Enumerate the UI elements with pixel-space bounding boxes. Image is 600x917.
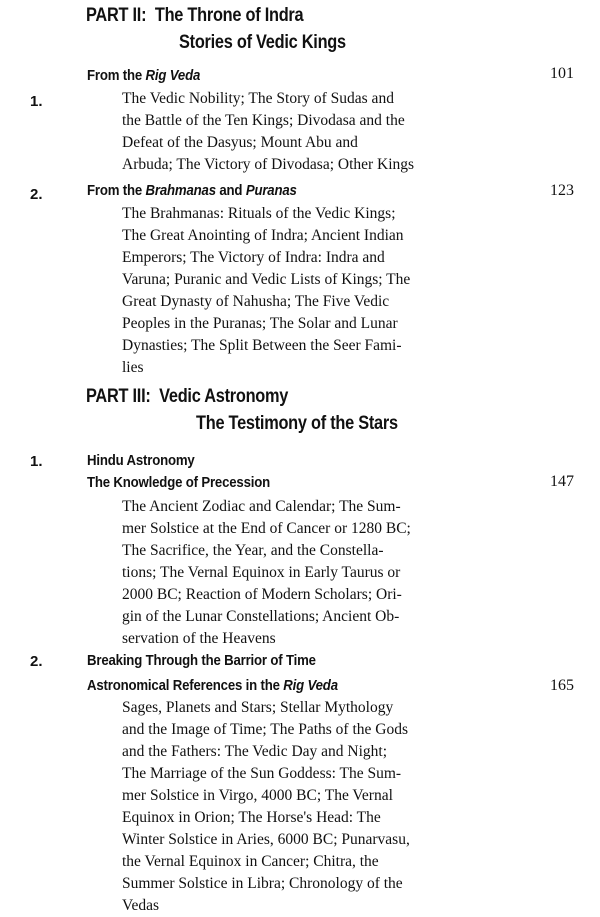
- description-line: the Vernal Equinox in Cancer; Chitra, the: [122, 853, 379, 870]
- chapter-page-number: 147: [550, 473, 574, 490]
- description-line: 2000 BC; Reaction of Modern Scholars; Ori-: [122, 586, 402, 603]
- chapter-number: 1.: [30, 453, 43, 470]
- description-line: Sages, Planets and Stars; Stellar Mythology: [122, 699, 394, 716]
- description-line: Equinox in Orion; The Horse's Head: The: [122, 809, 381, 826]
- part-2-title: The Throne of Indra: [154, 5, 304, 26]
- description-line: The Sacrifice, the Year, and the Constella-: [122, 542, 384, 559]
- description-line: lies: [122, 359, 144, 376]
- part-3-heading: [86, 385, 288, 409]
- chapter-title-emphasis: Brahmanas: [145, 182, 216, 199]
- chapter-title-emphasis: Rig Veda: [283, 677, 338, 694]
- chapter-title-line-2: [87, 676, 338, 696]
- chapter-page-number: 101: [550, 65, 574, 82]
- description-line: servation of the Heavens: [122, 630, 276, 647]
- description-line: mer Solstice in Virgo, 4000 BC; The Vernal: [122, 787, 393, 804]
- chapter-title-prefix: Astronomical References in the: [87, 677, 284, 694]
- description-line: tions; The Vernal Equinox in Early Taurus or: [122, 564, 401, 581]
- description-line: The Marriage of the Sun Goddess: The Sum-: [122, 765, 402, 782]
- description-line: Great Dynasty of Nahusha; The Five Vedic: [122, 293, 390, 310]
- description-line: Summer Solstice in Libra; Chronology of the: [122, 875, 403, 892]
- description-line: Varuna; Puranic and Vedic Lists of Kings; The: [122, 271, 411, 288]
- chapter-page-number: 123: [550, 182, 574, 199]
- description-line: Arbuda; The Victory of Divodasa; Other Kings: [122, 156, 415, 173]
- description-line: Emperors; The Victory of Indra: Indra and: [122, 249, 385, 266]
- chapter-title-emphasis-2: Puranas: [245, 182, 297, 199]
- description-line: The Brahmanas: Rituals of the Vedic Kings;: [122, 205, 396, 222]
- part-3-subtitle: The Testimony of the Stars: [196, 413, 398, 434]
- description-line: and the Fathers: The Vedic Day and Night;: [122, 743, 388, 760]
- description-line: The Ancient Zodiac and Calendar; The Sum-: [122, 498, 401, 515]
- description-line: and the Image of Time; The Paths of the Gods: [122, 721, 409, 738]
- chapter-description: [122, 88, 414, 176]
- chapter-title: [87, 66, 200, 86]
- description-line: The Vedic Nobility; The Story of Sudas and: [122, 90, 394, 107]
- chapter-title-line-2: The Knowledge of Precession: [87, 474, 271, 491]
- description-line: Defeat of the Dasyus; Mount Abu and: [122, 134, 358, 151]
- chapter-title-prefix: From the: [87, 67, 146, 84]
- part-2-subtitle: Stories of Vedic Kings: [179, 32, 346, 53]
- description-line: Dynasties; The Split Between the Seer Fami-: [122, 337, 402, 354]
- part-2-heading: [86, 4, 303, 28]
- chapter-title-middle: and: [215, 182, 246, 199]
- chapter-title-line-1: Hindu Astronomy: [87, 452, 195, 469]
- chapter-title-emphasis: Rig Veda: [145, 67, 201, 84]
- chapter-number: 1.: [30, 93, 43, 110]
- description-line: Winter Solstice in Aries, 6000 BC; Punarvasu,: [122, 831, 410, 848]
- part-3-label: PART III:: [86, 386, 151, 407]
- chapter-description: [122, 697, 410, 917]
- description-line: mer Solstice at the End of Cancer or 1280 BC;: [122, 520, 411, 537]
- description-line: the Battle of the Ten Kings; Divodasa and the: [122, 112, 405, 129]
- chapter-number: 2.: [30, 653, 43, 670]
- description-line: Vedas: [122, 897, 160, 914]
- chapter-title: [87, 181, 297, 201]
- chapter-title-line-1: Breaking Through the Barrior of Time: [87, 652, 316, 669]
- part-2-label: PART II:: [86, 5, 147, 26]
- chapter-page-number: 165: [550, 677, 574, 694]
- chapter-title-prefix: From the: [87, 182, 146, 199]
- description-line: Peoples in the Puranas; The Solar and Lunar: [122, 315, 398, 332]
- part-3-title: Vedic Astronomy: [159, 386, 289, 407]
- chapter-number: 2.: [30, 186, 43, 203]
- description-line: gin of the Lunar Constellations; Ancient Ob-: [122, 608, 400, 625]
- chapter-description: [122, 496, 411, 650]
- chapter-description: [122, 203, 410, 379]
- description-line: The Great Anointing of Indra; Ancient Indian: [122, 227, 404, 244]
